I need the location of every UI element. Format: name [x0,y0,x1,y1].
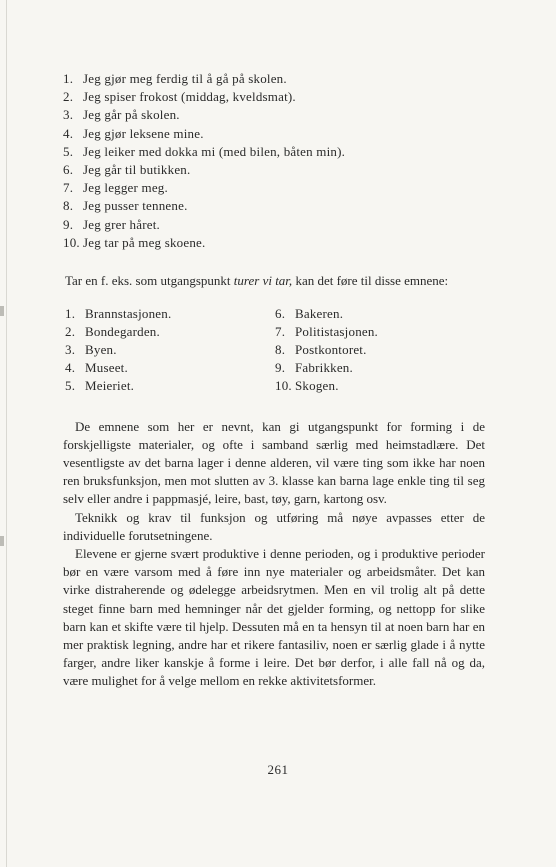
list-number: 5. [65,378,76,394]
list-item [275,323,378,341]
list-text: Jeg tar på meg skoene. [83,234,206,250]
list-text: Jeg går til butikken. [83,162,191,178]
scan-mark [0,306,4,316]
list-item [63,197,485,215]
list-item [63,161,485,179]
list-text: Skogen. [295,378,339,394]
list-item [65,305,275,323]
list-number: 4. [63,125,74,141]
body-text [63,418,485,691]
topic-list-right-column [275,305,378,396]
intro-text-before: Tar en f. eks. som utgangspunkt [65,273,234,289]
list-number: 8. [275,341,286,357]
page-content [63,70,485,691]
intro-emphasis: turer vi tar, [233,273,293,289]
list-text: Jeg går på skolen. [83,107,180,123]
list-number: 3. [63,107,74,123]
paragraph: Teknikk og krav til funksjon og utføring må nøye avpasses etter de individuelle forutsetningene. [63,509,485,543]
list-item [275,305,378,323]
list-item [63,106,485,124]
list-text: Brannstasjonen. [85,305,172,321]
list-number: 6. [63,162,74,178]
list-item [275,377,378,395]
list-item [63,70,485,88]
list-number: 2. [65,323,76,339]
list-number: 1. [65,305,76,321]
list-number: 3. [65,341,76,357]
list-text: Postkontoret. [295,341,367,357]
list-text: Meieriet. [85,378,135,394]
activity-list [63,70,485,252]
paragraph: Elevene er gjerne svært produktive i denne perioden, og i produktive perioder bør en være varsom med å føre inn nye materialer og arbeidsmåter. Det kan virke distraherende og ødelegge arbeidsrytmen. Men en vil trolig alt på dette steget finne barn med hemninger når det gjelder forming, og nettopp for slike barn kan et skifte være til hjelp. Dessuten må en ta hensyn til at noen barn har en mer praktisk legning, andre har et rikere fantasiliv, noen er særlig glade i å nytte farger, andre liker kanskje å forme i leire. Det bør derfor, i alle fall nå og da, være mulighet for å velge mellom en rekke aktivitetsformer. [63,545,485,689]
list-number: 2. [63,89,74,105]
list-number: 9. [275,360,286,376]
list-number: 10. [275,378,292,394]
scan-mark [0,536,4,546]
list-text: Fabrikken. [295,360,353,376]
list-text: Jeg legger meg. [83,180,168,196]
list-item [65,377,275,395]
topic-list [63,305,485,396]
list-text: Jeg grer håret. [83,216,160,232]
page-edge [6,0,7,867]
list-item [275,359,378,377]
list-item [275,341,378,359]
list-item [63,216,485,234]
list-number: 7. [275,323,286,339]
list-text: Politistasjonen. [295,323,379,339]
list-number: 8. [63,198,74,214]
intro-paragraph [63,272,485,290]
list-text: Jeg gjør meg ferdig til å gå på skolen. [83,71,287,86]
paragraph: De emnene som her er nevnt, kan gi utgangspunkt for forming i de forskjelligste materialer, og ofte i samband særlig med heimstadlære. Det vesentligste av det barna lager i denne alderen, vil være ting som ikke har noen ren bruksfunksjon, men mot slutten av 3. klasse kan barna lage enkle ting til seg selv eller andre i pappmasjé, leire, bast, tøy, garn, kartong osv. [63,418,485,507]
list-item [63,143,485,161]
list-number: 1. [63,71,74,86]
page-number: 261 [267,762,289,777]
list-number: 9. [63,216,74,232]
list-text: Jeg leiker med dokka mi (med bilen, båten min). [83,143,346,159]
list-text: Museet. [85,360,128,376]
list-item [65,341,275,359]
list-item [63,88,485,106]
list-item [65,359,275,377]
list-text: Jeg gjør leksene mine. [83,125,204,141]
list-text: Jeg spiser frokost (middag, kveldsmat). [83,89,296,105]
list-item [63,125,485,143]
list-number: 6. [275,305,286,321]
list-number: 5. [63,143,74,159]
list-item [63,234,485,252]
list-number: 7. [63,180,74,196]
list-text: Byen. [85,341,117,357]
list-number: 4. [65,360,76,376]
list-text: Jeg pusser tennene. [83,198,188,214]
topic-list-left-column [65,305,275,396]
intro-text-after: kan det føre til disse emnene: [292,273,449,289]
list-item [63,179,485,197]
list-text: Bakeren. [295,305,344,321]
list-text: Bondegarden. [85,323,160,339]
list-number: 10. [63,234,80,250]
list-item [65,323,275,341]
